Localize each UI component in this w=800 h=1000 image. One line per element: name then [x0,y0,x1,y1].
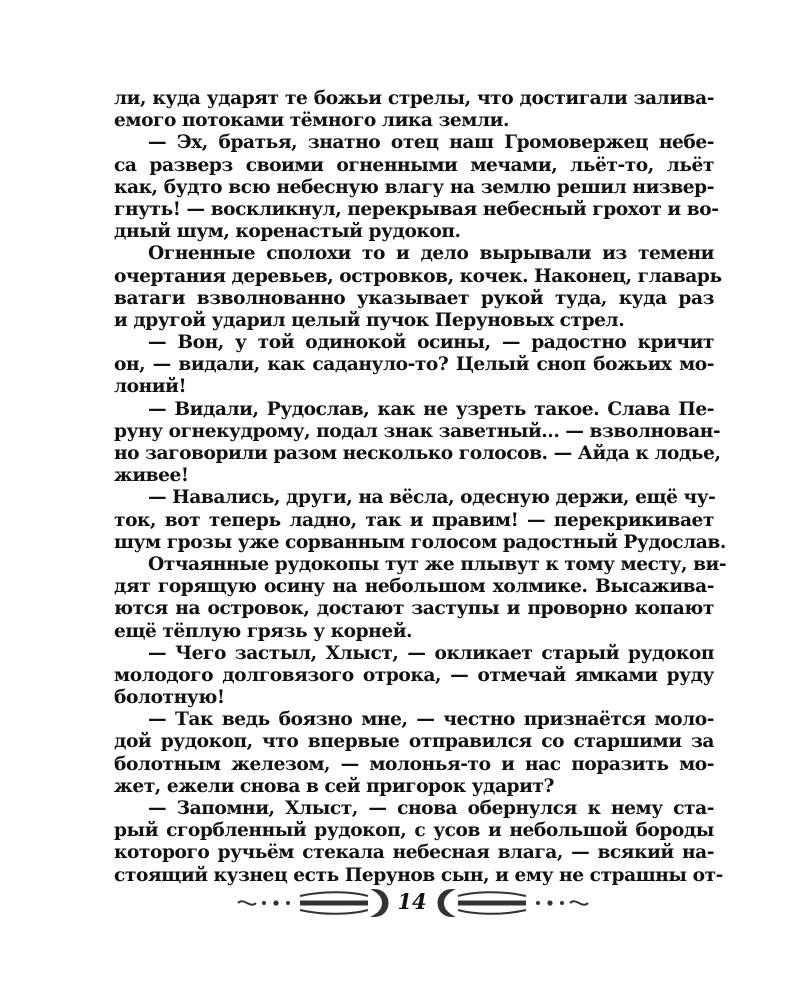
text-line: дят горящую осину на небольшом холмике. Высажива- [114,576,714,598]
text-line: как, будто всю небесную влагу на землю решил низвер- [114,176,714,198]
text-line: дой рудокоп, что впервые отправился со старшими за [114,731,714,753]
text-line: и другой ударил целый пучок Перуновых стрел. [114,309,625,331]
text-line: шум грозы уже сорванным голосом радостный Рудослав. [114,531,726,553]
text-line: Огненные сполохи то и дело вырывали из темени [148,243,714,265]
text-line: живее! [114,465,189,487]
text-line: болотным железом, — молонья-то и нас поразить мо- [114,753,714,775]
text-line: — Видали, Рудослав, как не узреть такое. Слава Пе- [148,398,714,420]
text-line: дный шум, коренастый рудокоп. [114,221,461,243]
text-line: ли, куда ударят те божьи стрелы, что достигали залива- [114,88,714,109]
text-line: руну огнекудрому, подал знак заветный... — взволнован- [114,420,721,442]
page-footer [0,885,800,921]
right-ornament-icon [432,885,590,921]
text-line: — Эх, братья, знатно отец наш Громовержец небе- [148,132,714,154]
text-line: — Вон, у той одинокой осины, — радостно кричит [148,332,714,354]
text-line: рый сгорбленный рудокоп, с усов и небольшой бороды [114,820,714,842]
text-line: болотную! [114,687,225,709]
text-line: ются на островок, достают заступы и проворно копают [114,598,714,620]
text-line: — Так ведь боязно мне, — честно признаётся моло- [148,709,714,731]
text-line: — Запомни, Хлыст, — снова обернулся к нему ста- [148,798,714,819]
text-line: ток, вот теперь ладно, так и правим! — перекрикивает [114,509,714,531]
text-line: жет, ежели снова в сей пригорок ударит? [114,775,554,797]
text-line: ещё тёплую грязь у корней. [114,620,413,642]
text-line: очертания деревьев, островков, кочек. Наконец, главарь [114,265,722,287]
page-number: 14 [397,889,427,914]
text-line: — Навались, други, на вёсла, одесную держи, ещё чу- [148,487,716,509]
text-line: ватаги взволнованно указывает рукой туда, куда раз [114,287,714,309]
text-line: которого ручьём стекала небесная влага, — всякий на- [114,842,714,864]
text-line: емого потоками тёмного лика земли. [114,110,510,132]
left-ornament-icon [236,885,394,921]
text-line: лоний! [114,376,187,398]
text-line: са разверз своими огненными мечами, льёт-то, льёт [114,154,714,176]
text-line: он, — видали, как садануло-то? Целый сноп божьих мо- [114,354,714,376]
text-line: — Чего застыл, Хлыст, — окликает старый рудокоп [148,642,714,664]
text-line: стоящий кузнец есть Перунов сын, и ему не страшны от- [114,864,723,886]
text-line: но заговорили разом несколько голосов. — Айда к лодье, [114,443,721,464]
text-line: молодого долговязого отрока, — отмечай ямками руду [114,664,714,686]
text-line: гнуть! — воскликнул, перекрывая небесный грохот и во- [114,198,719,220]
text-line: Отчаянные рудокопы тут же плывут к тому месту, ви- [148,553,727,575]
page-text [114,88,727,887]
